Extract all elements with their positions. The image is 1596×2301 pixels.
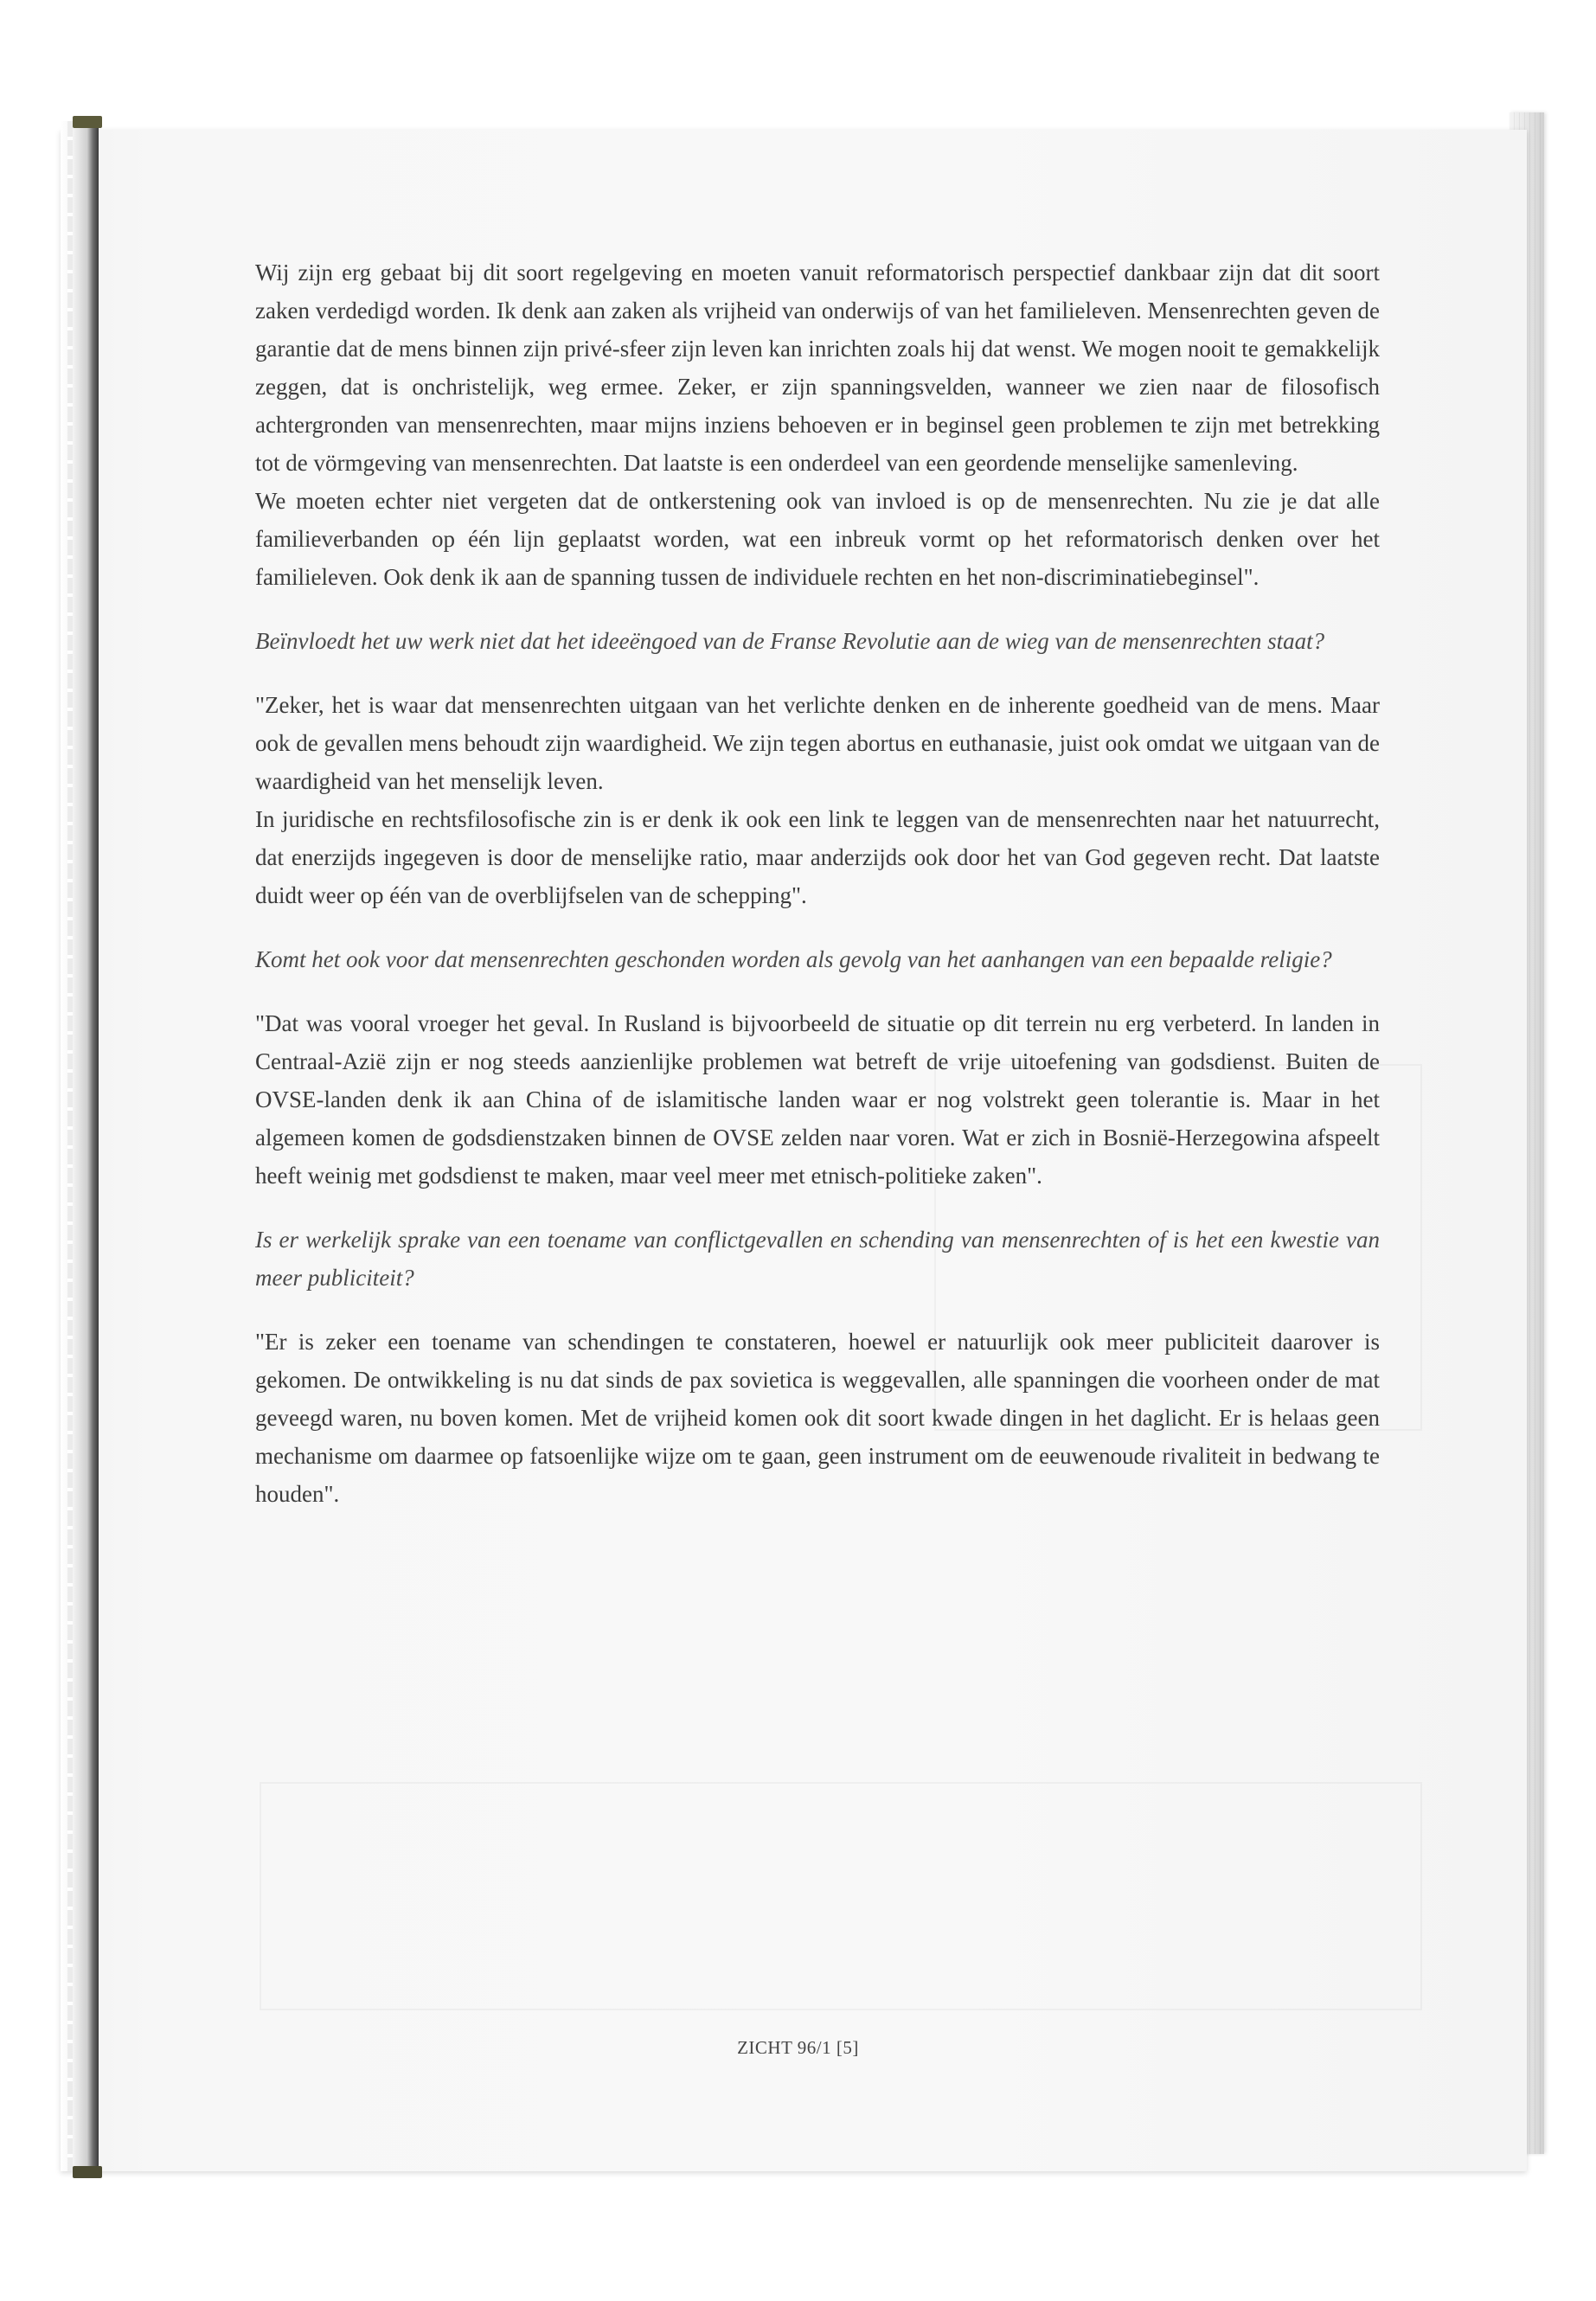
answer-paragraph: "Dat was vooral vroeger het geval. In Rusland is bijvoorbeeld de situatie op dit terrein nu erg verbeterd. In landen in Centraal-Azië zijn er nog steeds aanzienlijke problemen wat betreft de vrije uitoefening van godsdienst. Buiten de OVSE-landen denk ik aan China of de islamitische landen waar er nog volstrekt geen tolerantie is. Maar in het algemeen komen de godsdienstzaken binnen de OVSE zelden naar voren. Wat er zich in Bosnië-Herzegowina afspeelt heeft weinig met godsdienst te maken, maar veel meer met etnisch-politieke zaken".	[255, 1010, 1380, 1189]
article-body	[255, 253, 1380, 1513]
question-paragraph: Komt het ook voor dat mensenrechten geschonden worden als gevolg van het aanhangen van een bepaalde religie?	[255, 946, 1332, 972]
answer-paragraph: Wij zijn erg gebaat bij dit soort regelgeving en moeten vanuit reformatorisch perspectief dankbaar zijn dat dit soort zaken verdedigd worden. Ik denk aan zaken als vrijheid van onderwijs of van het familieleven. Mensenrechten geven de garantie dat de mens binnen zijn privé-sfeer zijn leven kan inrichten zoals hij dat wenst. We mogen nooit te gemakkelijk zeggen, dat is onchristelijk, weg ermee. Zeker, er zijn spanningsvelden, wanneer we zien naar de filosofisch achtergronden van mensenrechten, maar mijns inziens behoeven er in beginsel geen problemen te zijn met betrekking tot de vörmgeving van mensenrechten. Dat laatste is een onderdeel van een geordende menselijke samenleving.	[255, 260, 1380, 476]
question-paragraph: Beïnvloedt het uw werk niet dat het ideeëngoed van de Franse Revolutie aan de wieg van de mensenrechten staat?	[255, 628, 1325, 654]
binding-clip-bottom	[73, 2166, 102, 2178]
answer-paragraph: We moeten echter niet vergeten dat de ontkerstening ook van invloed is op de mensenrechten. Nu zie je dat alle familieverbanden op één lijn geplaatst worden, wat een inbreuk vormt op het reformatorisch denken over het familieleven. Ook denk ik aan de spanning tussen de individuele rechten en het non-discriminatiebeginsel".	[255, 488, 1380, 590]
question-paragraph: Is er werkelijk sprake van een toename van conflictgevallen en schending van mensenrechten of is het een kwestie van meer publiciteit?	[255, 1227, 1380, 1291]
binding-clip-top	[73, 116, 102, 128]
answer-paragraph: "Zeker, het is waar dat mensenrechten uitgaan van het verlichte denken en de inherente goedheid van de mens. Maar ook de gevallen mens behoudt zijn waardigheid. We zijn tegen abortus en euthanasie, juist ook omdat we uitgaan van de waardigheid van het menselijk leven.	[255, 692, 1380, 794]
book-binding	[61, 121, 99, 2171]
answer-paragraph: In juridische en rechtsfilosofische zin is er denk ik ook een link te leggen van de mensenrechten naar het natuurrecht, dat enerzijds ingegeven is door de menselijke ratio, maar anderzijds ook door het van God gegeven recht. Dat laatste duidt weer op één van de overblijfselen van de schepping".	[255, 806, 1380, 908]
page-footer: ZICHT 96/1 [5]	[737, 2037, 859, 2058]
bleed-through-box	[260, 1782, 1422, 2010]
answer-paragraph: "Er is zeker een toename van schendingen te constateren, hoewel er natuurlijk ook meer publiciteit daarover is gekomen. De ontwikkeling is nu dat sinds de pax sovietica is weggevallen, alle spanningen die voorheen onder de mat geveegd waren, nu boven komen. Met de vrijheid komen ook dit soort kwade dingen in het daglicht. Er is helaas geen mechanisme om daarmee op fatsoenlijke wijze om te gaan, geen instrument om de eeuwenoude rivaliteit in bedwang te houden".	[255, 1329, 1380, 1507]
